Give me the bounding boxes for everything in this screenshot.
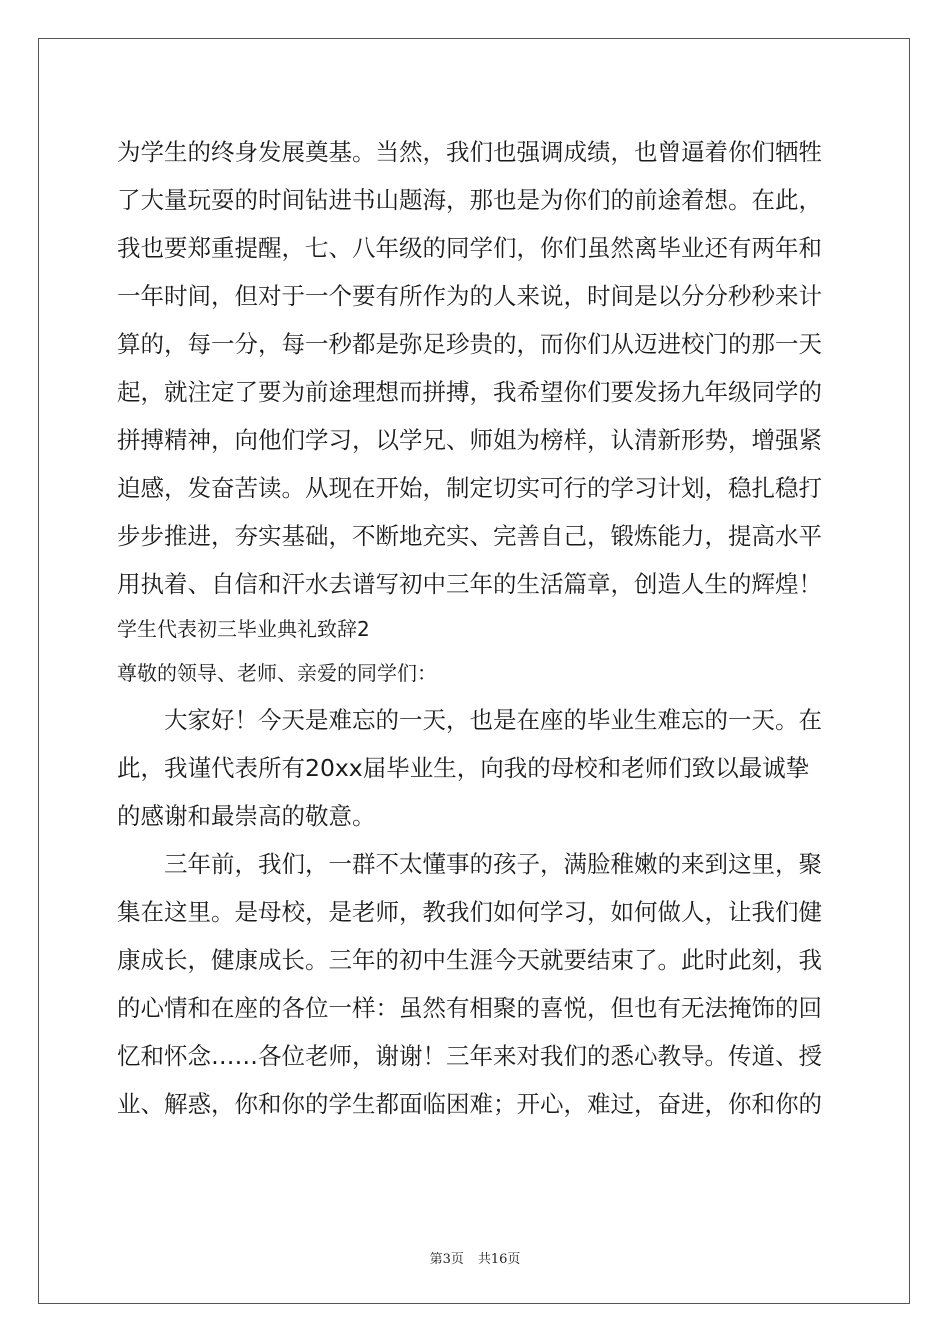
- body-line: 我也要郑重提醒，七、八年级的同学们，你们虽然离毕业还有两年和: [117, 234, 822, 262]
- body-line: 的心情和在座的各位一样：虽然有相聚的喜悦，但也有无法掩饰的回: [117, 994, 822, 1022]
- body-line: 三年前，我们，一群不太懂事的孩子，满脸稚嫩的来到这里，聚: [117, 850, 822, 878]
- body-line: 此，我谨代表所有20xx届毕业生，向我的母校和老师们致以最诚挚: [117, 754, 810, 782]
- body-line: 拼搏精神，向他们学习，以学兄、师姐为榜样，认清新形势，增强紧: [117, 426, 822, 454]
- body-line: 起，就注定了要为前途理想而拼搏，我希望你们要发扬九年级同学的: [117, 378, 822, 406]
- body-line: 康成长，健康成长。三年的初中生涯今天就要结束了。此时此刻，我: [117, 946, 822, 974]
- body-line: 集在这里。是母校，是老师，教我们如何学习，如何做人，让我们健: [117, 898, 822, 926]
- section-heading: 学生代表初三毕业典礼致辞2: [117, 617, 370, 641]
- body-line: 了大量玩耍的时间钻进书山题海，那也是为你们的前途着想。在此，: [117, 186, 822, 214]
- body-line: 迫感，发奋苦读。从现在开始，制定切实可行的学习计划，稳扎稳打: [117, 474, 822, 502]
- body-line: 为学生的终身发展奠基。当然，我们也强调成绩，也曾逼着你们牺牲: [117, 138, 822, 166]
- body-line: 忆和怀念……各位老师，谢谢！三年来对我们的悉心教导。传道、授: [117, 1042, 822, 1070]
- body-line: 的感谢和最崇高的敬意。: [117, 802, 376, 830]
- body-line: 用执着、自信和汗水去谱写初中三年的生活篇章，创造人生的辉煌！: [117, 570, 822, 598]
- body-line: 算的，每一分，每一秒都是弥足珍贵的，而你们从迈进校门的那一天: [117, 330, 822, 358]
- body-line: 业、解惑，你和你的学生都面临困难；开心，难过，奋进，你和你的: [117, 1090, 822, 1118]
- body-line: 大家好！今天是难忘的一天，也是在座的毕业生难忘的一天。在: [117, 706, 822, 734]
- salutation: 尊敬的领导、老师、亲爱的同学们：: [117, 661, 437, 685]
- page-footer: [0, 1248, 950, 1267]
- body-line: 步步推进，夯实基础，不断地充实、完善自己，锻炼能力，提高水平: [117, 522, 822, 550]
- page-total: 共16页: [477, 1252, 521, 1267]
- document-body: [117, 128, 837, 1128]
- page-number: 第3页: [429, 1252, 464, 1267]
- body-line: 一年时间，但对于一个要有所作为的人来说，时间是以分分秒秒来计: [117, 282, 822, 310]
